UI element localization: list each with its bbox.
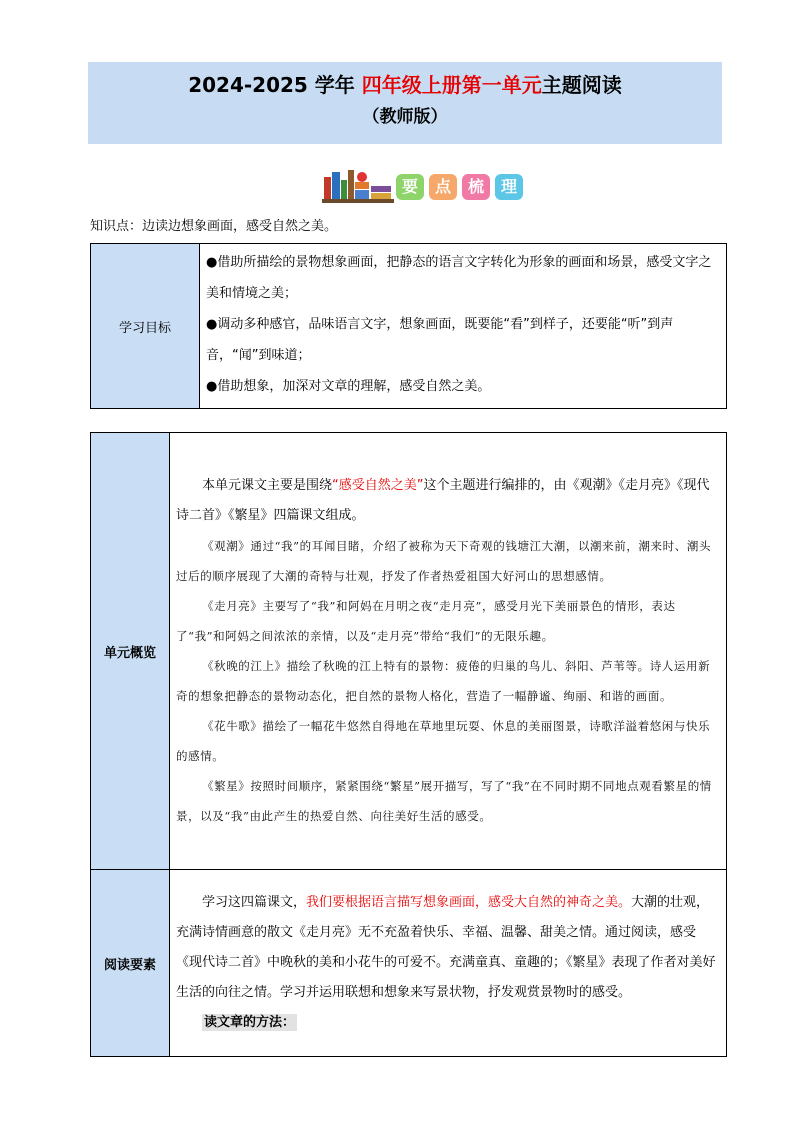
title-topic: 主题阅读 — [541, 73, 622, 97]
overview-intro: 本单元课文主要是围绕“感受自然之美”这个主题进行编排的，由《观潮》《走月亮》《现代诗二首》《繁星》四篇课文组成。 — [176, 478, 710, 523]
page-title — [88, 72, 722, 98]
title-grade: 四年级上册第一单元 — [361, 73, 542, 97]
reading-label: 阅读要素 — [91, 870, 170, 1057]
knowledge-point: 知识点：边读边想象画面，感受自然之美。 — [90, 219, 338, 234]
reading-method: 读文章的方法： — [204, 1015, 296, 1030]
goal-item: ●调动多种感官，品味语言文字，想象画面，既要能“看”到样子，还要能“听”到声音，“闻”到味道； — [206, 317, 674, 363]
overview-label: 单元概览 — [91, 433, 170, 870]
goal-item: ●借助所描绘的景物想象画面，把静态的语言文字转化为形象的画面和场景，感受文字之美和情境之美； — [206, 255, 712, 301]
overview-paragraph: 《走月亮》主要写了“我”和阿妈在月明之夜“走月亮”，感受月光下美丽景色的情形，表达了“我”和阿妈之间浓浓的亲情，以及“走月亮”带给“我们”的无限乐趣。 — [176, 599, 676, 643]
overview-paragraph: 《秋晚的江上》描绘了秋晚的江上特有的景物：疲倦的归巢的鸟儿、斜阳、芦苇等。诗人运用新奇的想象把静态的景物动态化，把自然的景物人格化，营造了一幅静谧、绚丽、和谐的画面。 — [176, 659, 711, 703]
goal-item: ●借助想象，加深对文章的理解，感受自然之美。 — [206, 379, 491, 394]
badge-2: 点 — [429, 174, 457, 200]
title-year: 2024-2025 学年 — [188, 73, 355, 97]
overview-theme: “感受自然之美” — [332, 478, 424, 493]
unit-table — [90, 432, 727, 1057]
overview-content — [170, 433, 727, 870]
learning-goals-table — [90, 243, 727, 409]
learning-goals-content — [200, 244, 727, 409]
overview-paragraph: 《观潮》通过“我”的耳闻目睹，介绍了被称为天下奇观的钱塘江大潮，以潮来前，潮来时、潮头过后的顺序展现了大潮的奇特与壮观，抒发了作者热爱祖国大好河山的思想感情。 — [176, 539, 712, 583]
reading-key: 我们要根据语言描写想象画面，感受大自然的神奇之美。 — [306, 895, 632, 910]
badge-4: 理 — [495, 174, 523, 200]
books-icon — [322, 168, 394, 204]
page-subtitle: （教师版） — [362, 107, 448, 127]
overview-paragraph: 《花牛歌》描绘了一幅花牛悠然自得地在草地里玩耍、休息的美丽图景，诗歌洋溢着悠闲与快乐的感情。 — [176, 719, 711, 763]
badge-3: 梳 — [462, 174, 490, 200]
reading-content — [170, 870, 727, 1057]
section-badges — [396, 174, 523, 200]
section-heading — [322, 168, 532, 204]
title-banner — [88, 62, 722, 144]
reading-paragraph: 学习这四篇课文，我们要根据语言描写想象画面，感受大自然的神奇之美。大潮的壮观，充满诗情画意的散文《走月亮》无不充盈着快乐、幸福、温馨、甜美之情。通过阅读，感受《现代诗二首》中晚秋的美和小花牛的可爱不。充满童真、童趣的；《繁星》表现了作者对美好生活的向往之情。学习并运用联想和想象来写景状物，抒发观赏景物时的感受。 — [176, 895, 716, 1000]
overview-paragraph: 《繁星》按照时间顺序，紧紧围绕“繁星”展开描写，写了“我”在不同时期不同地点观看繁星的情景，以及“我”由此产生的热爱自然、向往美好生活的感受。 — [176, 779, 712, 823]
badge-1: 要 — [396, 174, 424, 200]
learning-goals-label: 学习目标 — [91, 244, 200, 409]
